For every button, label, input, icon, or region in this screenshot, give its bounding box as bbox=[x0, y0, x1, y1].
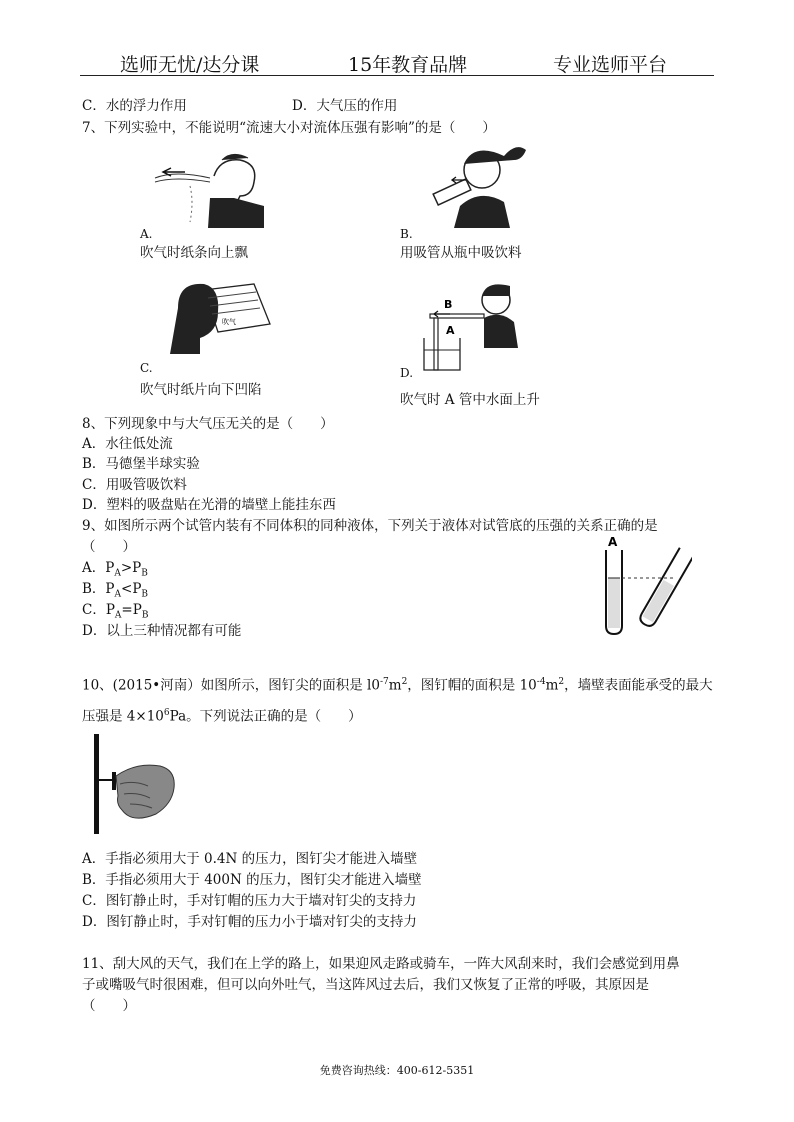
q10-option-c: C．图钉静止时，手对钉帽的压力大于墙对钉尖的支持力 bbox=[82, 893, 417, 909]
q9-paren: （ ） bbox=[82, 539, 136, 555]
q9-figure-test-tubes bbox=[600, 534, 692, 636]
header-left: 选师无忧/达分课 bbox=[120, 54, 260, 76]
q7-c-fig-text: 吹气 bbox=[222, 318, 236, 326]
q8-option-b: B．马德堡半球实验 bbox=[82, 456, 200, 472]
q7-figure-a-blowing-paper bbox=[150, 146, 270, 228]
q9-option-c: C．$P_A=P_B$ bbox=[82, 602, 149, 621]
q10-option-a: A．手指必须用大于 0.4N 的压力，图钉尖才能进入墙壁 bbox=[82, 851, 418, 867]
q7-b-caption: 用吸管从瓶中吸饮料 bbox=[400, 245, 522, 261]
q7-c-label: C. bbox=[140, 361, 153, 375]
q11-stem-line2: 子或嘴吸气时很困难，但可以向外吐气，当这阵风过去后，我们又恢复了正常的呼吸，其原因是 bbox=[82, 977, 649, 993]
q7-d-caption: 吹气时 A 管中水面上升 bbox=[400, 392, 540, 408]
q7-figure-b-drinking-straw bbox=[430, 140, 530, 230]
header-divider bbox=[80, 75, 714, 76]
q6-option-d: D．大气压的作用 bbox=[292, 98, 398, 114]
q9-fig-label-a: A bbox=[608, 535, 618, 549]
q10-option-b: B．手指必须用大于 400N 的压力，图钉尖才能进入墙壁 bbox=[82, 872, 422, 888]
q9-option-b: B．$P_A<P_B$ bbox=[82, 581, 149, 600]
q11-paren: （ ） bbox=[82, 998, 136, 1014]
q9-option-a: A．$P_A>P_B$ bbox=[82, 560, 148, 579]
q9-stem: 9、如图所示两个试管内装有不同体积的同种液体，下列关于液体对试管底的压强的关系正确的是 bbox=[82, 518, 658, 534]
q8-option-d: D．塑料的吸盘贴在光滑的墙壁上能挂东西 bbox=[82, 497, 336, 513]
header-center: 15年教育品牌 bbox=[348, 54, 468, 76]
q8-option-c: C．用吸管吸饮料 bbox=[82, 477, 187, 493]
footer-hotline: 免费咨询热线：400-612-5351 bbox=[319, 1064, 475, 1077]
q7-figure-d-blow-tube bbox=[418, 278, 528, 378]
q7-c-caption: 吹气时纸片向下凹陷 bbox=[140, 382, 262, 398]
q8-option-a: A．水往低处流 bbox=[82, 436, 173, 452]
q7-figure-c-blowing-paper-sheet bbox=[160, 278, 275, 360]
q9-option-d: D．以上三种情况都有可能 bbox=[82, 623, 242, 639]
header-right: 专业选师平台 bbox=[553, 54, 668, 76]
q10-stem-line2: 压强是 $4\times 10^6Pa$。下列说法正确的是（ ） bbox=[82, 708, 362, 725]
q11-stem-line1: 11、刮大风的天气，我们在上学的路上，如果迎风走路或骑车，一阵大风刮来时，我们会感觉到用鼻 bbox=[82, 956, 680, 972]
q7-d-label: D. bbox=[400, 366, 414, 380]
q10-option-d: D．图钉静止时，手对钉帽的压力小于墙对钉尖的支持力 bbox=[82, 914, 417, 930]
q7-b-label: B. bbox=[400, 227, 413, 241]
q7-d-fig-a: A bbox=[446, 324, 455, 337]
q6-option-c: C．水的浮力作用 bbox=[82, 98, 187, 114]
q7-a-caption: 吹气时纸条向上飘 bbox=[140, 245, 248, 261]
q7-d-fig-b: B bbox=[444, 298, 453, 311]
q10-figure-thumbtack-hand bbox=[90, 734, 180, 834]
q10-stem-line1: 10、(2015•河南）如图所示，图钉尖的面积是 $l0^{-7}m^2$，图钉帽的面积是 $10^{-4}m^2$，墙壁表面能承受的最大 bbox=[82, 677, 713, 694]
q8-stem: 8、下列现象中与大气压无关的是（ ） bbox=[82, 416, 334, 432]
q7-a-label: A. bbox=[140, 227, 153, 241]
q7-stem: 7、下列实验中，不能说明“流速大小对流体压强有影响”的是（ ） bbox=[82, 120, 496, 136]
